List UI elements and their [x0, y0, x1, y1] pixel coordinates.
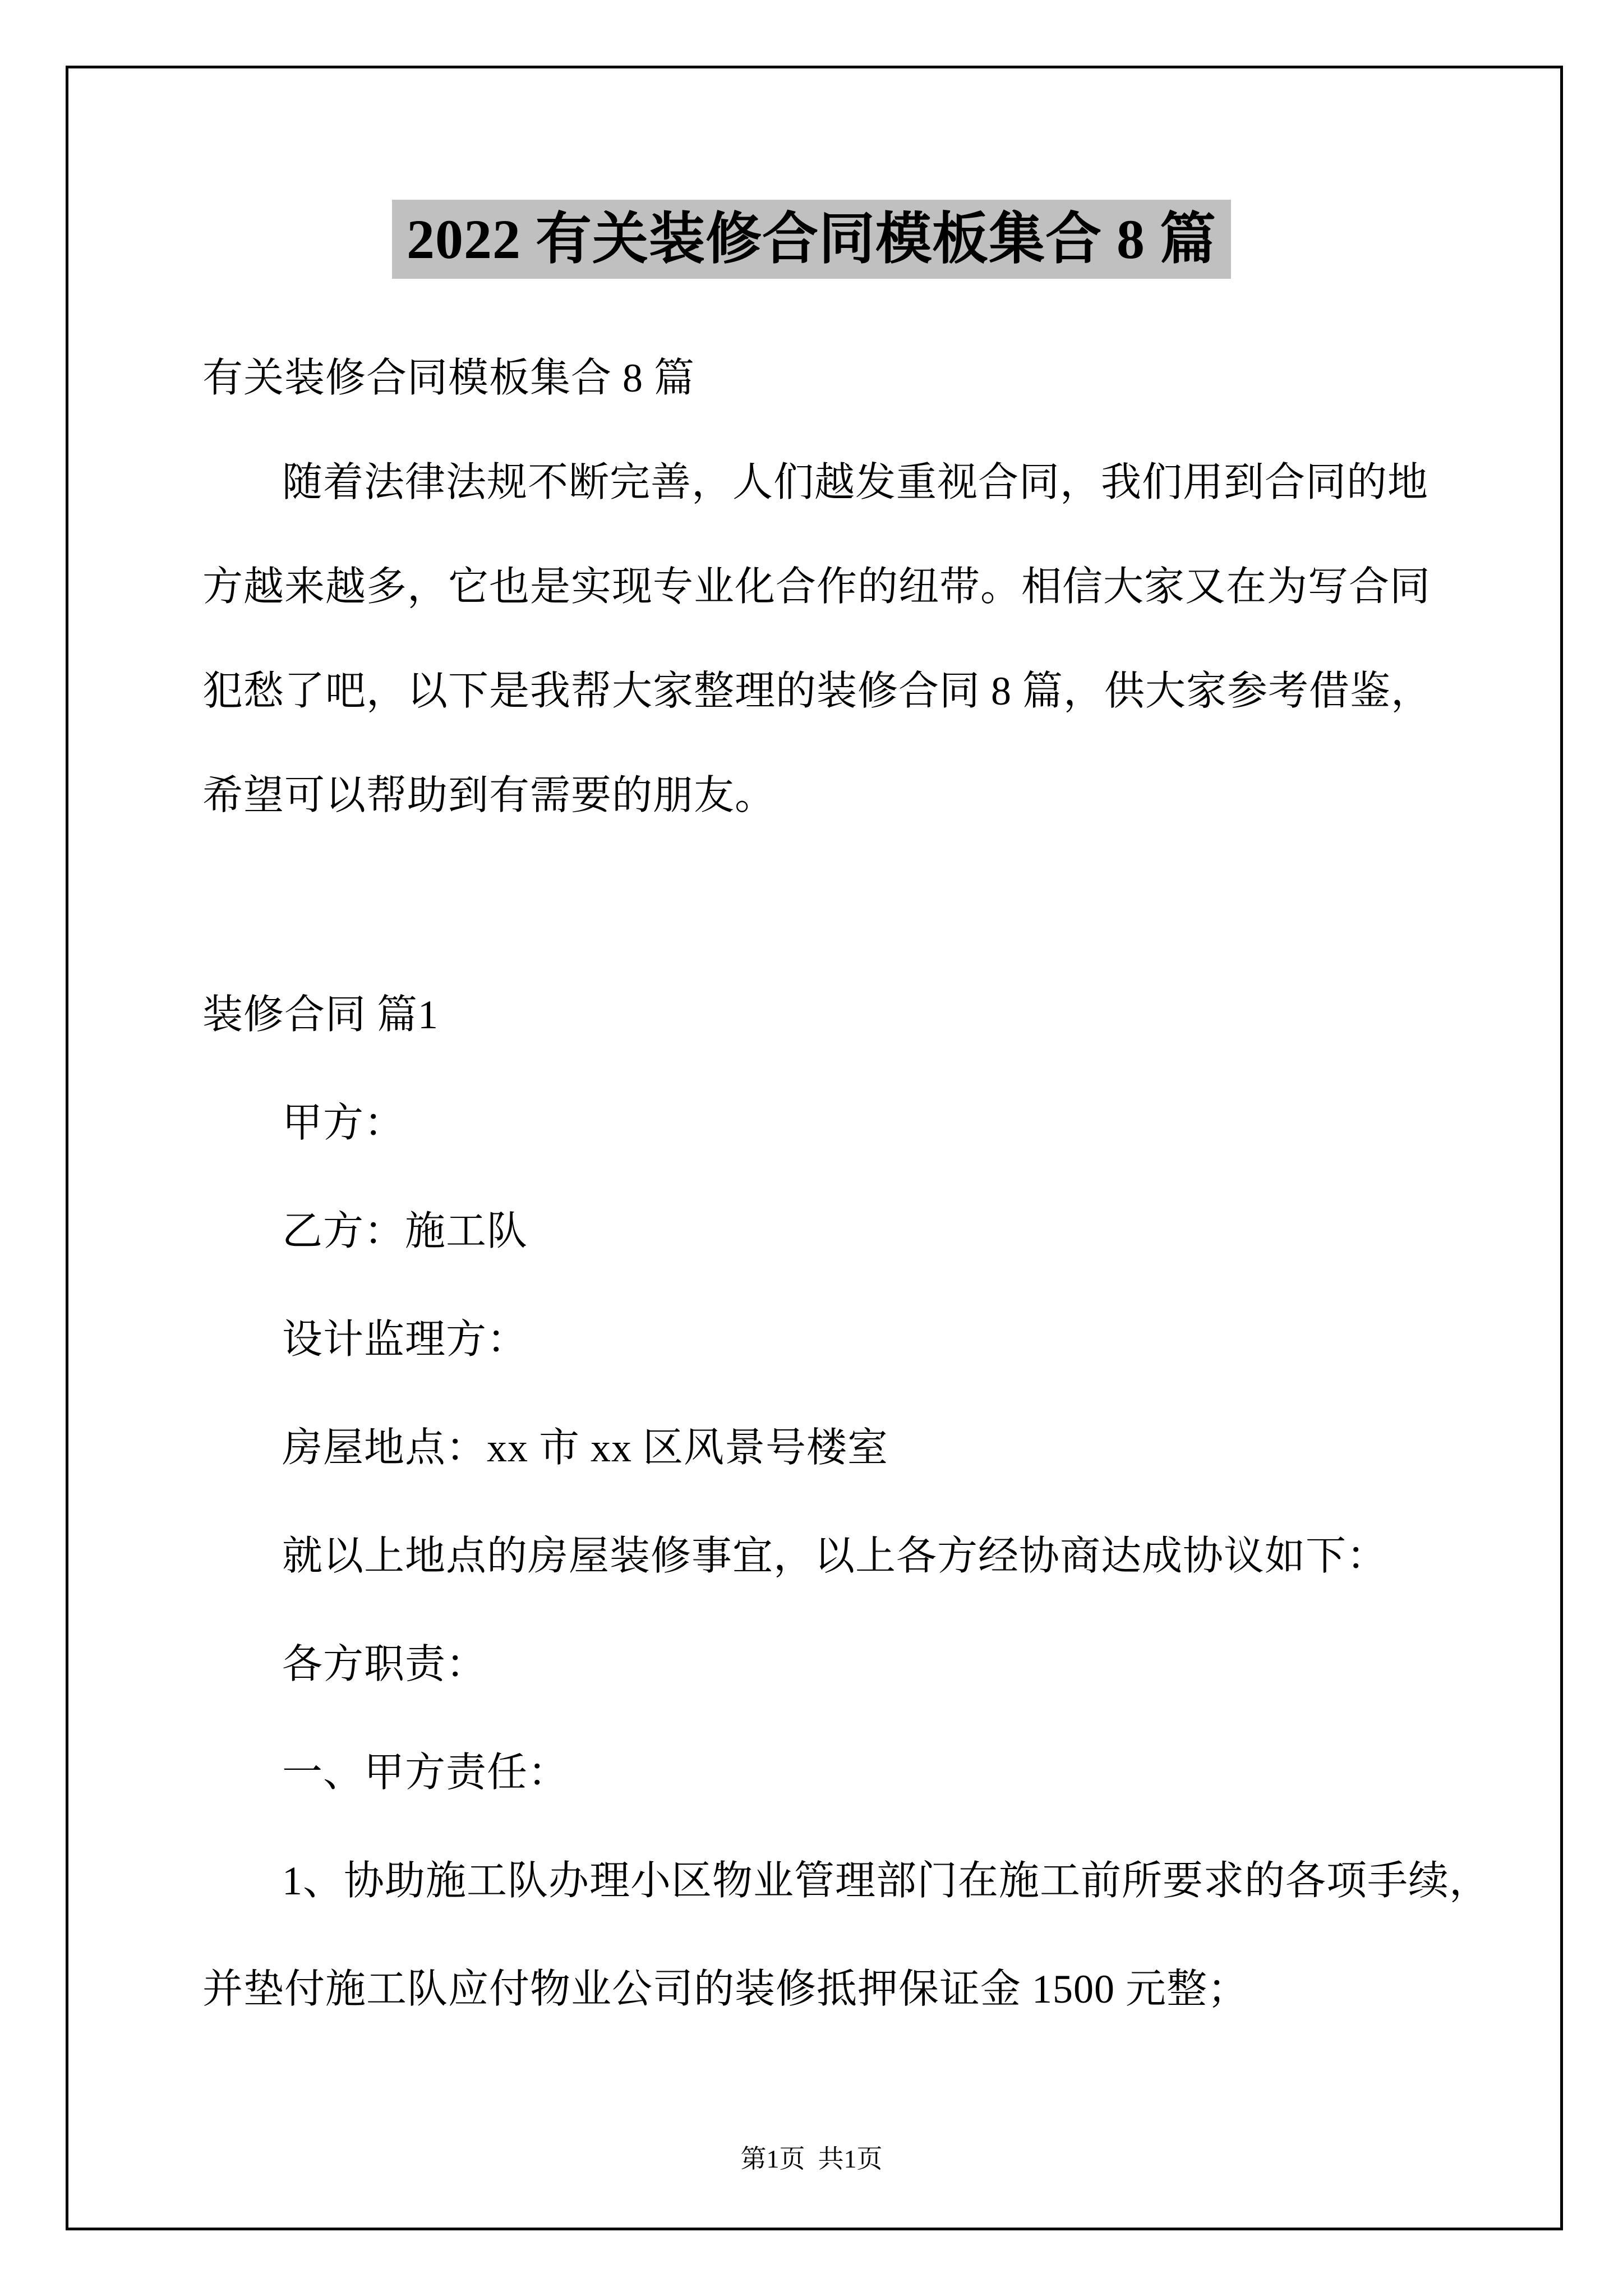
title-row	[0, 200, 1623, 279]
duties-heading-line: 各方职责：	[282, 1642, 487, 1687]
document-title: 2022 有关装修合同模板集合 8 篇	[392, 200, 1231, 279]
intro-paragraph-line-4: 希望可以帮助到有需要的朋友。	[202, 773, 776, 818]
house-location-line: 房屋地点：xx 市 xx 区风景号楼室	[282, 1425, 889, 1470]
party-a-duty-heading-line: 一、甲方责任：	[282, 1750, 569, 1795]
section-heading: 装修合同 篇1	[202, 992, 439, 1037]
duty-item-line-1: 1、协助施工队办理小区物业管理部门在施工前所要求的各项手续，	[282, 1858, 1491, 1903]
intro-paragraph-line-1: 随着法律法规不断完善，人们越发重视合同，我们用到合同的地	[282, 460, 1429, 505]
page-number-footer: 第1页 共1页	[740, 2145, 883, 2173]
intro-paragraph-line-3: 犯愁了吧，以下是我帮大家整理的装修合同 8 篇，供大家参考借鉴，	[202, 669, 1432, 714]
party-a-line: 甲方：	[282, 1101, 405, 1145]
agreement-intro-line: 就以上地点的房屋装修事宜，以上各方经协商达成协议如下：	[282, 1534, 1388, 1579]
intro-paragraph-line-2: 方越来越多，它也是实现专业化合作的纽带。相信大家又在为写合同	[202, 564, 1431, 609]
design-supervisor-line: 设计监理方：	[282, 1317, 528, 1362]
duty-item-line-2: 并垫付施工队应付物业公司的装修抵押保证金 1500 元整；	[202, 1967, 1249, 2012]
party-b-line: 乙方：施工队	[282, 1209, 528, 1254]
subtitle-line: 有关装修合同模板集合 8 篇	[202, 356, 695, 401]
